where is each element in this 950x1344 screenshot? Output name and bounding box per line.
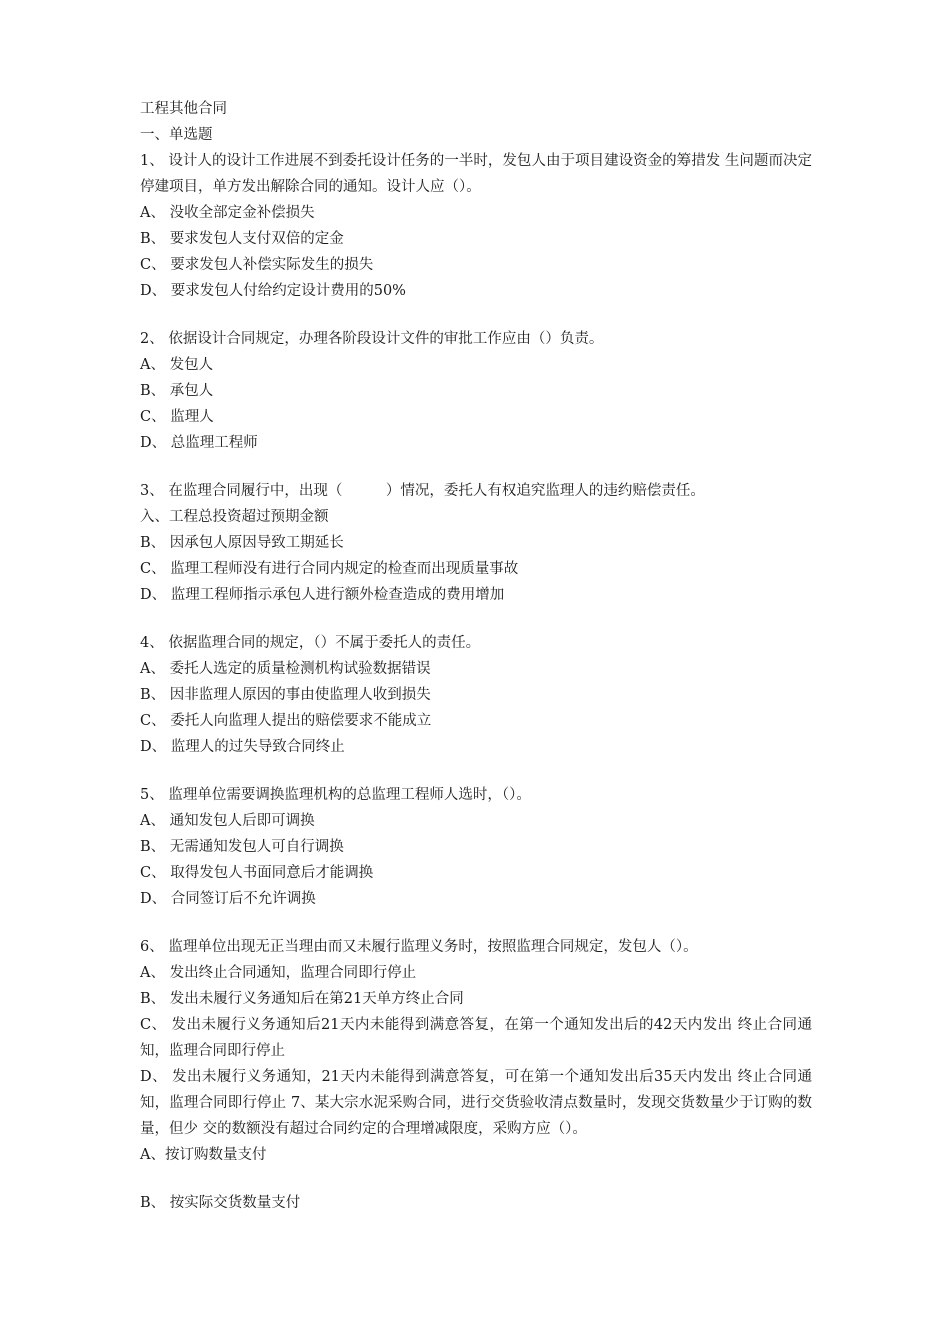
option-a: A、 发出终止合同通知，监理合同即行停止 <box>140 965 417 981</box>
question-stem: 1、 设计人的设计工作进展不到委托设计任务的一半时，发包人由于项目建设资金的筹措发 生问题而决定停建项目，单方发出解除合同的通知。设计人应（）。 <box>140 153 812 195</box>
option-a: A、 通知发包人后即可调换 <box>140 813 315 829</box>
option-b: B、 因承包人原因导致工期延长 <box>140 535 344 551</box>
question-1 <box>140 148 812 304</box>
option-c: C、 要求发包人补偿实际发生的损失 <box>140 257 374 273</box>
question-stem: 2、 依据设计合同规定，办理各阶段设计文件的审批工作应由（）负责。 <box>140 331 604 347</box>
option-d: D、 合同签订后不允许调换 <box>140 891 316 907</box>
spacer <box>140 912 812 934</box>
section-heading: 一、单选题 <box>140 127 213 143</box>
option-c: C、 发出未履行义务通知后21天内未能得到满意答复，在第一个通知发出后的42天内发出 终止合同通知，监理合同即行停止 <box>140 1017 812 1059</box>
question-5 <box>140 782 812 912</box>
question-stem: 3、 在监理合同履行中，出现（ ）情况，委托人有权追究监理人的违约赔偿责任。 <box>140 483 705 499</box>
option-b: B、 因非监理人原因的事由使监理人收到损失 <box>140 687 431 703</box>
question-stem: 5、 监理单位需要调换监理机构的总监理工程师人选时，（）。 <box>140 787 531 803</box>
option-b: B、 按实际交货数量支付 <box>140 1195 301 1211</box>
option-c: C、 委托人向监理人提出的赔偿要求不能成立 <box>140 713 432 729</box>
spacer <box>140 760 812 782</box>
question-6 <box>140 934 812 1142</box>
question-stem: 4、 依据监理合同的规定，（）不属于委托人的责任。 <box>140 635 481 651</box>
spacer <box>140 304 812 326</box>
option-a: A、按订购数量支付 <box>140 1147 267 1163</box>
option-a: A、 发包人 <box>140 357 214 373</box>
option-d: D、 监理工程师指示承包人进行额外检查造成的费用增加 <box>140 587 505 603</box>
spacer <box>140 1168 812 1190</box>
option-a: 入、工程总投资超过预期金额 <box>140 509 329 525</box>
option-d: D、 发出未履行义务通知，21天内未能得到满意答复，可在第一个通知发出后35天内发出 终止合同通知，监理合同即行停止 7、某大宗水泥采购合同，进行交货验收清点数量时，发现交货数量少于订购的数量，但少 交的数额没有超过合同约定的合理增减限度，采购方应（）。 <box>140 1069 812 1137</box>
question-4 <box>140 630 812 760</box>
option-c: C、 监理人 <box>140 409 214 425</box>
option-c: C、 监理工程师没有进行合同内规定的检查而出现质量事故 <box>140 561 519 577</box>
spacer <box>140 456 812 478</box>
option-d: D、 总监理工程师 <box>140 435 258 451</box>
option-c: C、 取得发包人书面同意后才能调换 <box>140 865 374 881</box>
option-d: D、 要求发包人付给约定设计费用的50% <box>140 283 406 299</box>
question-3 <box>140 478 812 608</box>
option-d: D、 监理人的过失导致合同终止 <box>140 739 345 755</box>
document-title: 工程其他合同 <box>140 101 227 117</box>
question-2 <box>140 326 812 456</box>
option-b: B、 要求发包人支付双倍的定金 <box>140 231 344 247</box>
spacer <box>140 608 812 630</box>
question-stem: 6、 监理单位出现无正当理由而又未履行监理义务时，按照监理合同规定，发包人（）。 <box>140 939 698 955</box>
option-b: B、 发出未履行义务通知后在第21天单方终止合同 <box>140 991 464 1007</box>
option-b: B、 无需通知发包人可自行调换 <box>140 839 344 855</box>
document-page <box>140 96 812 1216</box>
option-b: B、 承包人 <box>140 383 214 399</box>
option-a: A、 没收全部定金补偿损失 <box>140 205 315 221</box>
question-7 <box>140 1142 812 1216</box>
option-a: A、 委托人选定的质量检测机构试验数据错误 <box>140 661 431 677</box>
